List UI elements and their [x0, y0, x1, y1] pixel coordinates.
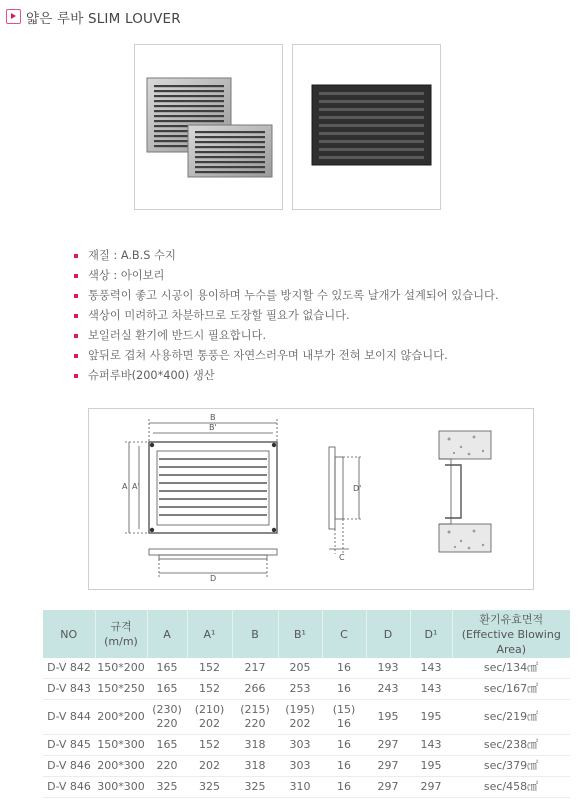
- table-row: [43, 679, 570, 700]
- table-cell: (15) 16: [322, 700, 366, 735]
- table-cell: 143: [410, 658, 452, 679]
- table-cell: 243: [366, 679, 410, 700]
- label-d: D: [210, 574, 217, 583]
- feature-list: [72, 246, 499, 386]
- table-cell: 165: [147, 679, 187, 700]
- table-cell: 325: [232, 777, 278, 798]
- table-cell: 200*300: [95, 756, 147, 777]
- table-cell: 16: [322, 679, 366, 700]
- table-body: [43, 658, 570, 798]
- table-cell: 297: [366, 777, 410, 798]
- table-cell: 325: [187, 777, 232, 798]
- table-cell: 266: [232, 679, 278, 700]
- col-header: D¹: [410, 610, 452, 658]
- table-cell: 152: [187, 735, 232, 756]
- label-b: B: [210, 413, 216, 422]
- bullet-icon: [74, 354, 78, 358]
- feature-item: 색상이 미려하고 차분하므로 도장할 필요가 없습니다.: [72, 306, 499, 326]
- product-photo-dark: [292, 44, 441, 210]
- arrow-right-icon: [6, 9, 21, 24]
- label-d1: D': [353, 484, 362, 493]
- col-header: 규격(m/m): [95, 610, 147, 658]
- table-cell: 16: [322, 658, 366, 679]
- table-cell: 303: [278, 735, 322, 756]
- table-cell: 253: [278, 679, 322, 700]
- table-cell: 152: [187, 679, 232, 700]
- table-cell: sec/134㎠: [452, 658, 570, 679]
- product-photo-light: [134, 44, 283, 210]
- table-cell: D-V 842: [43, 658, 95, 679]
- bullet-icon: [74, 374, 78, 378]
- table-cell: sec/167㎠: [452, 679, 570, 700]
- table-row: [43, 700, 570, 735]
- label-a1: A': [132, 482, 140, 491]
- col-header: B¹: [278, 610, 322, 658]
- table-cell: D-V 846: [43, 756, 95, 777]
- table-cell: 297: [410, 777, 452, 798]
- table-cell: 300*300: [95, 777, 147, 798]
- table-row: [43, 658, 570, 679]
- col-header: A: [147, 610, 187, 658]
- table-cell: 202: [187, 756, 232, 777]
- table-cell: (210) 202: [187, 700, 232, 735]
- table-cell: 303: [278, 756, 322, 777]
- table-cell: 297: [366, 735, 410, 756]
- table-cell: 143: [410, 679, 452, 700]
- bullet-icon: [74, 334, 78, 338]
- feature-item: 슈퍼루바(200*400) 생산: [72, 366, 499, 386]
- bullet-icon: [74, 254, 78, 258]
- table-row: [43, 735, 570, 756]
- table-cell: (195) 202: [278, 700, 322, 735]
- feature-item: 앞뒤로 겹쳐 사용하면 통풍은 자연스러우며 내부가 전혀 보이지 않습니다.: [72, 346, 499, 366]
- table-header-row: [43, 610, 570, 658]
- col-header: A¹: [187, 610, 232, 658]
- table-cell: (230) 220: [147, 700, 187, 735]
- table-cell: 195: [410, 756, 452, 777]
- feature-item: 재질 : A.B.S 수지: [72, 246, 499, 266]
- table-cell: 205: [278, 658, 322, 679]
- table-cell: 318: [232, 756, 278, 777]
- table-cell: 200*200: [95, 700, 147, 735]
- feature-item: 보일러실 환기에 반드시 필요합니다.: [72, 326, 499, 346]
- table-cell: D-V 844: [43, 700, 95, 735]
- table-cell: 16: [322, 777, 366, 798]
- table-cell: 16: [322, 735, 366, 756]
- feature-item: 색상 : 아이보리: [72, 266, 499, 286]
- bullet-icon: [74, 294, 78, 298]
- col-header: B: [232, 610, 278, 658]
- label-b1: B': [209, 423, 217, 432]
- col-header: 환기유효면적 (Effective Blowing Area): [452, 610, 570, 658]
- table-cell: 165: [147, 658, 187, 679]
- table-cell: D-V 843: [43, 679, 95, 700]
- table-cell: (215) 220: [232, 700, 278, 735]
- spec-table: [43, 610, 570, 798]
- table-cell: 16: [322, 756, 366, 777]
- table-cell: D-V 846: [43, 777, 95, 798]
- label-c: C: [339, 553, 345, 562]
- table-cell: D-V 845: [43, 735, 95, 756]
- table-cell: 217: [232, 658, 278, 679]
- feature-item: 통풍력이 좋고 시공이 용이하며 누수를 방지할 수 있도록 날개가 설계되어 있습니다.: [72, 286, 499, 306]
- table-cell: 325: [147, 777, 187, 798]
- light-louver-image: [135, 45, 282, 209]
- table-cell: 193: [366, 658, 410, 679]
- table-cell: 143: [410, 735, 452, 756]
- table-cell: 297: [366, 756, 410, 777]
- title-bar: [0, 0, 580, 34]
- bullet-icon: [74, 314, 78, 318]
- table-cell: 150*200: [95, 658, 147, 679]
- table-cell: sec/458㎠: [452, 777, 570, 798]
- table-cell: 195: [366, 700, 410, 735]
- table-cell: sec/219㎠: [452, 700, 570, 735]
- table-cell: 318: [232, 735, 278, 756]
- page-title: 얇은 루바 SLIM LOUVER: [26, 11, 181, 27]
- col-header: NO: [43, 610, 95, 658]
- col-header: D: [366, 610, 410, 658]
- bullet-icon: [74, 274, 78, 278]
- label-a: A: [122, 482, 128, 491]
- table-cell: 150*250: [95, 679, 147, 700]
- table-cell: sec/238㎠: [452, 735, 570, 756]
- col-header: C: [322, 610, 366, 658]
- table-cell: 310: [278, 777, 322, 798]
- table-row: [43, 777, 570, 798]
- dimension-drawing: [89, 409, 533, 589]
- dark-louver-image: [293, 45, 440, 209]
- table-cell: sec/379㎠: [452, 756, 570, 777]
- table-cell: 220: [147, 756, 187, 777]
- table-cell: 150*300: [95, 735, 147, 756]
- table-cell: 165: [147, 735, 187, 756]
- table-cell: 152: [187, 658, 232, 679]
- table-cell: 195: [410, 700, 452, 735]
- table-row: [43, 756, 570, 777]
- dimension-diagram: [88, 408, 534, 590]
